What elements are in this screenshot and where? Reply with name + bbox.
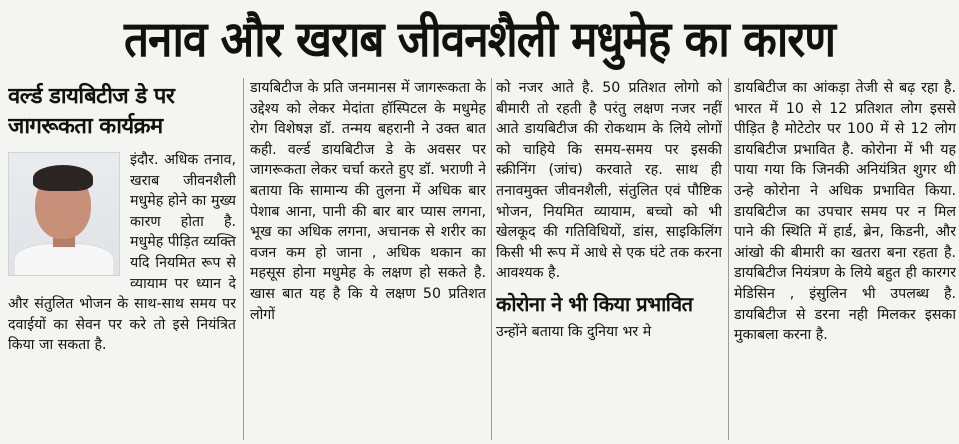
- paragraph-body: को नजर आते है. 50 प्रतिशत लोगो को बीमारी तो रहती है परंतु लक्षण नजर नहीं आते डायबिटीज की रोकथाम के लिये लोगों को चाहिये कि समय-समय पर इसकी स्क्रीनिंग (जांच) करवाते रह. साथ ही तनावमुक्त जीवनशैली, संतुलित एवं पौष्टिक भोजन, नियमित व्यायाम, बच्चो को भी खेलकूद की गतिविधियों, डांस, साइकिलिंग किसी भी रूप में आधे से एक घंटे तक करना आवश्यक है.: [496, 80, 722, 282]
- paragraph-body: डायबिटीज के प्रति जनमानस में जागरूकता के उद्देश्य को लेकर मेदांता हॉस्पिटल के मधुमेह रोग विशेषज्ञ डॉ. तन्मय बहरानी ने उक्त बात कही. वर्ल्ड डायबिटीज डे के अवसर पर जागरूकता लेकर चर्चा करते हुए डॉ. भराणी ने बताया कि सामान्य की तुलना में अधिक बार पेशाब आना, पानी की बार बार प्यास लगना, भूख का अधिक लगना, अचानक से शरीर का वजन कम हो जाना , अधिक थकान का महसूस होना मधुमेह के लक्षण हो सकते है. खास बात यह है कि ये लक्षण 50 प्रतिशत लोगों: [250, 80, 486, 323]
- photo-hair: [33, 165, 93, 191]
- subhead-line-2: जागरूकता कार्यक्रम: [8, 114, 163, 139]
- article-headline: तनाव और खराब जीवनशैली मधुमेह का कारण: [123, 11, 836, 69]
- section-subhead-corona: कोरोना ने भी किया प्रभावित: [496, 291, 693, 316]
- article-column-1: [8, 78, 236, 440]
- column-divider: [491, 78, 492, 440]
- photo-shirt: [15, 243, 113, 276]
- section-subhead: [8, 82, 236, 142]
- paragraph-body-cont: उन्होंने बताया कि दुनिया भर मे: [496, 323, 652, 340]
- article-column-2: [250, 78, 486, 440]
- paragraph-body: डायबिटीज का आंकड़ा तेजी से बढ़ रहा है. भारत में 10 से 12 प्रतिशत लोग इससे पीड़ित है मोटेटोर पर 100 में से 12 लोग डायबिटीज प्रभावित है. कोरोना में भी यह पाया गया कि जिनकी अनियंत्रित शुगर थी उन्हे कोरोना ने अधिक प्रभावित किया. डायबिटीज का उपचार समय पर न मिल पाने की स्थिति में हार्ड, ब्रेन, किडनी, और आंखो की बीमारी का खतरा बना रहता है. डायबिटीज नियंत्रण के लिये बहुत ही कारगर मेडिसिन , इंसुलिन भी उपलब्ध है. डायबिटीज से डरना नही मिलकर इसका मुकाबला करना है.: [734, 80, 956, 344]
- paragraph-intro-cont: यदि नियमित रूप से व्यायाम पर ध्यान दे और संतुलित भोजन के साथ-साथ समय पर दवाईयों का सेवन पर करे तो इसे नियंत्रित किया जा सकता है.: [8, 254, 236, 354]
- column-divider: [728, 78, 729, 440]
- paragraph-intro: इंदौर. अधिक तनाव, खराब जीवनशैली मधुमेह होने का मुख्य कारण होता है. मधुमेह पीड़ित व्यक्ति: [130, 152, 236, 251]
- column-divider: [243, 78, 244, 440]
- doctor-photo: [8, 152, 120, 276]
- subhead-line-1: वर्ल्ड डायबिटीज डे पर: [8, 84, 175, 109]
- article-column-4: [734, 78, 956, 440]
- article-column-3: [496, 78, 722, 440]
